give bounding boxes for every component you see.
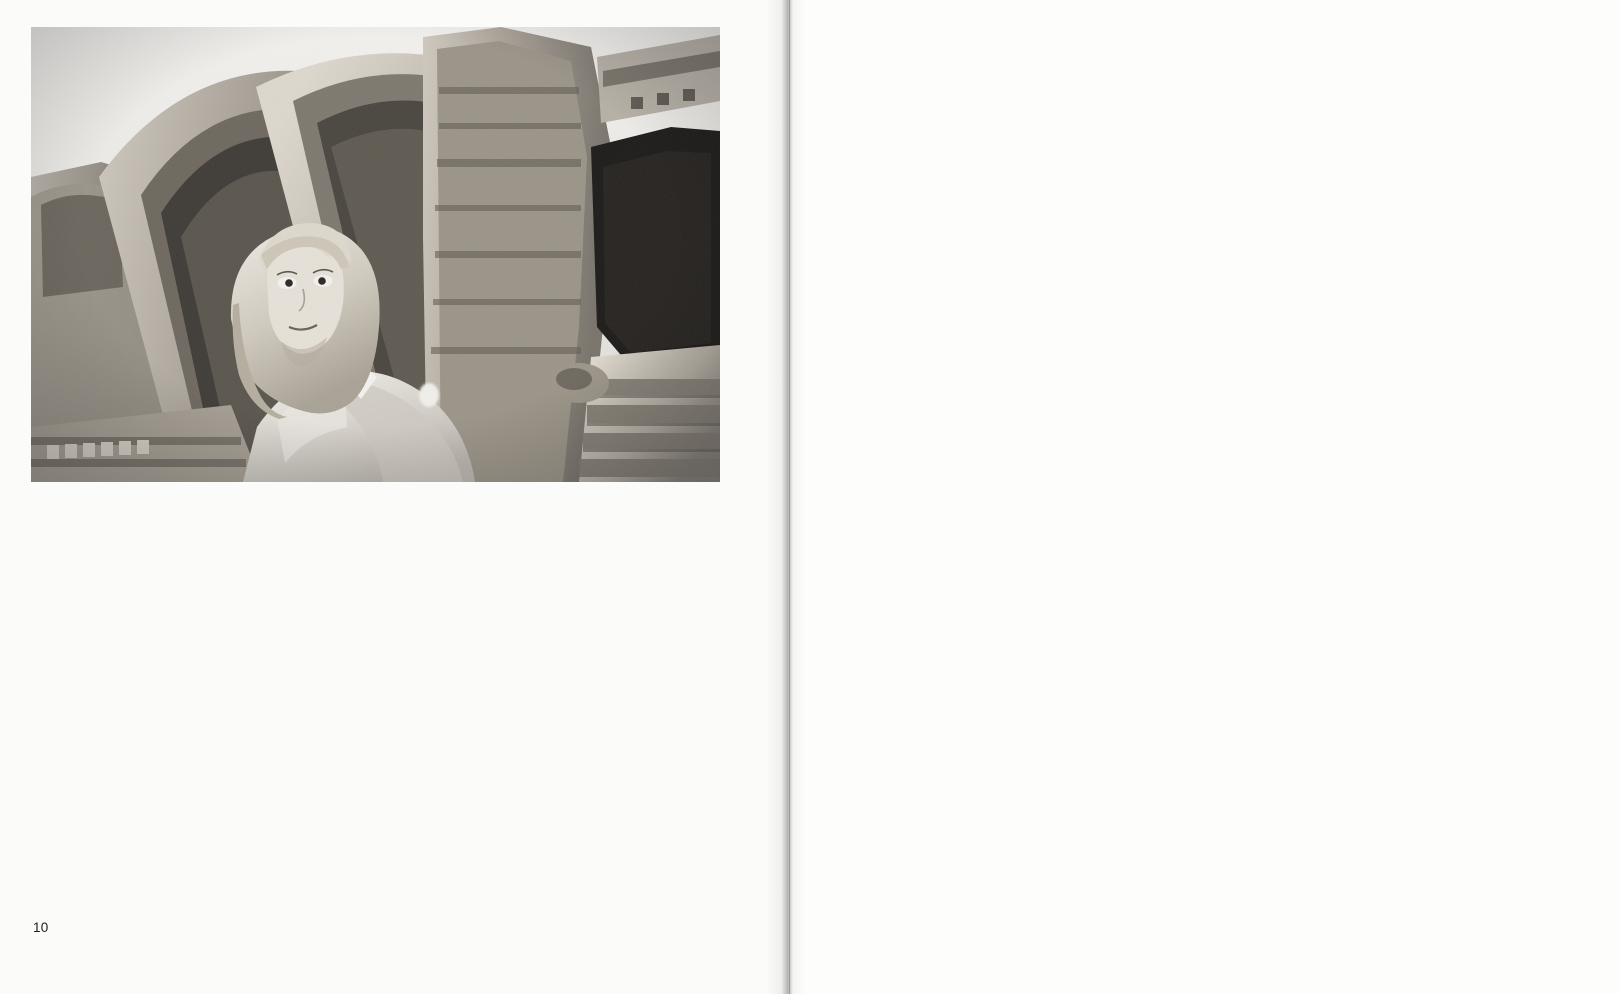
left-page: [0, 0, 790, 994]
gutter-fold-line: [789, 0, 790, 994]
photograph-woman-in-roman-ruins: [31, 27, 720, 482]
page-number-left: 10: [33, 920, 49, 935]
right-page: [790, 0, 1620, 994]
photo-svg: [31, 27, 720, 482]
